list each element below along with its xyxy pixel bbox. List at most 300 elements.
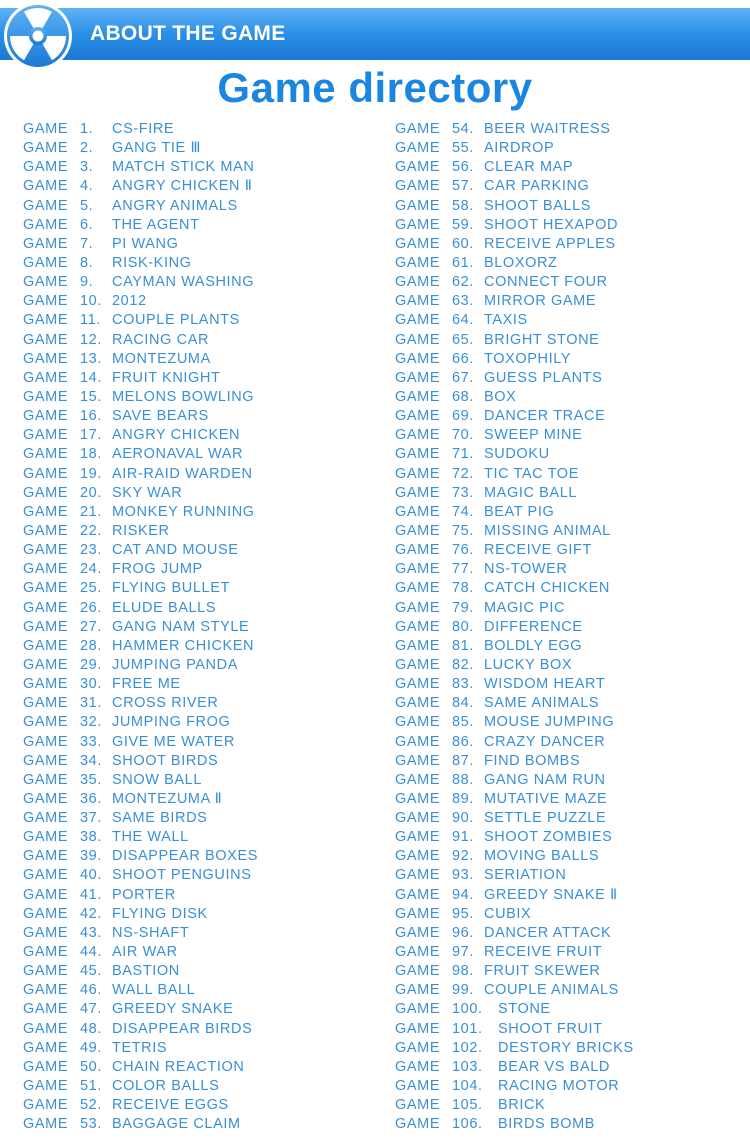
game-word: GAME [23, 484, 69, 501]
list-item [23, 1000, 383, 1019]
game-name: BOX [484, 388, 517, 405]
game-word: GAME [395, 905, 441, 922]
game-number: 39. [80, 848, 102, 865]
list-item [395, 962, 750, 981]
game-name: COUPLE PLANTS [112, 312, 240, 329]
game-name: SWEEP MINE [484, 427, 583, 444]
game-name: SUDOKU [484, 446, 550, 463]
game-word: GAME [395, 274, 441, 291]
game-name: SNOW BALL [112, 771, 203, 788]
game-name: BOLDLY EGG [484, 637, 583, 654]
game-name: RISKER [112, 522, 170, 539]
game-number: 45. [80, 963, 102, 980]
game-word: GAME [23, 178, 69, 195]
game-name: TETRIS [112, 1039, 168, 1056]
game-number: 102. [452, 1039, 483, 1056]
list-item [395, 675, 750, 694]
game-word: GAME [23, 1001, 69, 1018]
game-number: 22. [80, 522, 102, 539]
list-item [395, 1058, 750, 1077]
list-item [23, 809, 383, 828]
game-number: 26. [80, 599, 102, 616]
game-number: 24. [80, 561, 102, 578]
game-number: 79. [452, 599, 474, 616]
game-number: 54. [452, 121, 474, 137]
game-number: 11. [80, 312, 101, 329]
list-item [23, 733, 383, 752]
game-name: BRICK [498, 1097, 546, 1114]
game-name: SHOOT PENGUINS [112, 867, 252, 884]
list-item [23, 790, 383, 809]
game-word: GAME [395, 1058, 441, 1075]
game-number: 4. [80, 178, 94, 195]
list-item [23, 828, 383, 847]
game-name: MONKEY RUNNING [112, 503, 255, 520]
list-item [395, 350, 750, 369]
game-number: 106. [452, 1116, 483, 1133]
game-number: 34. [80, 752, 102, 769]
game-word: GAME [395, 1001, 441, 1018]
list-item [23, 254, 383, 273]
game-number: 3. [80, 159, 94, 176]
game-name: BASTION [112, 963, 180, 980]
game-number: 38. [80, 829, 102, 846]
game-name: NS-TOWER [484, 561, 568, 578]
game-number: 50. [80, 1058, 102, 1075]
list-item [395, 866, 750, 885]
game-name: DISAPPEAR BIRDS [112, 1020, 253, 1037]
game-word: GAME [23, 848, 69, 865]
game-number: 29. [80, 656, 102, 673]
game-name: FLYING BULLET [112, 580, 230, 597]
list-item [23, 407, 383, 426]
list-item [23, 158, 383, 177]
list-item [395, 599, 750, 618]
list-item [23, 771, 383, 790]
game-name: NS-SHAFT [112, 924, 190, 941]
game-word: GAME [395, 771, 441, 788]
game-number: 57. [452, 178, 474, 195]
radiation-icon [0, 0, 78, 72]
game-name: THE WALL [112, 829, 189, 846]
list-item [23, 465, 383, 484]
game-name: RECEIVE FRUIT [484, 944, 603, 961]
game-word: GAME [23, 542, 69, 559]
list-item [395, 1039, 750, 1058]
game-word: GAME [23, 197, 69, 214]
game-number: 68. [452, 388, 474, 405]
list-item [23, 1096, 383, 1115]
game-number: 37. [80, 810, 102, 827]
list-item [395, 484, 750, 503]
list-item [23, 484, 383, 503]
game-word: GAME [395, 618, 441, 635]
game-word: GAME [395, 790, 441, 807]
game-name: BEER WAITRESS [484, 121, 611, 137]
game-number: 75. [452, 522, 474, 539]
game-number: 76. [452, 542, 474, 559]
list-item [23, 752, 383, 771]
list-item [395, 905, 750, 924]
game-number: 72. [452, 465, 474, 482]
game-word: GAME [23, 159, 69, 176]
game-word: GAME [23, 312, 69, 329]
game-name: FIND BOMBS [484, 752, 581, 769]
game-word: GAME [395, 580, 441, 597]
game-name: MATCH STICK MAN [112, 159, 255, 176]
game-word: GAME [23, 408, 69, 425]
game-name: MUTATIVE MAZE [484, 790, 608, 807]
game-word: GAME [23, 293, 69, 310]
game-name: LUCKY BOX [484, 656, 573, 673]
game-number: 1. [80, 121, 94, 137]
game-name: PORTER [112, 886, 176, 903]
game-word: GAME [23, 216, 69, 233]
game-number: 42. [80, 905, 102, 922]
list-item [395, 752, 750, 771]
game-number: 96. [452, 924, 474, 941]
game-name: JUMPING PANDA [112, 656, 238, 673]
game-number: 71. [452, 446, 474, 463]
game-word: GAME [395, 924, 441, 941]
list-item [395, 847, 750, 866]
game-number: 40. [80, 867, 102, 884]
list-item [395, 139, 750, 158]
game-word: GAME [395, 656, 441, 673]
list-item [23, 560, 383, 579]
game-name: MOUSE JUMPING [484, 714, 615, 731]
game-number: 53. [80, 1116, 102, 1133]
list-item [23, 579, 383, 598]
game-name: ANGRY CHICKEN [112, 427, 241, 444]
game-word: GAME [23, 580, 69, 597]
game-word: GAME [23, 350, 69, 367]
game-number: 14. [80, 369, 102, 386]
game-word: GAME [395, 1020, 441, 1037]
list-item [395, 1000, 750, 1019]
game-number: 23. [80, 542, 102, 559]
list-item [395, 254, 750, 273]
game-word: GAME [23, 905, 69, 922]
game-number: 92. [452, 848, 474, 865]
game-name: RECEIVE APPLES [484, 235, 616, 252]
game-number: 59. [452, 216, 474, 233]
game-word: GAME [23, 522, 69, 539]
game-word: GAME [23, 446, 69, 463]
list-item [395, 541, 750, 560]
list-item [395, 618, 750, 637]
list-item [395, 311, 750, 330]
game-word: GAME [395, 599, 441, 616]
game-word: GAME [395, 1039, 441, 1056]
game-number: 49. [80, 1039, 102, 1056]
game-name: 2012 [112, 293, 147, 310]
game-number: 17. [80, 427, 102, 444]
game-word: GAME [23, 618, 69, 635]
game-name: GANG TIE Ⅲ [112, 140, 202, 157]
list-item [23, 139, 383, 158]
game-number: 25. [80, 580, 102, 597]
game-name: BEAT PIG [484, 503, 555, 520]
game-number: 104. [452, 1078, 483, 1095]
page-title: Game directory [217, 64, 533, 111]
game-number: 91. [452, 829, 474, 846]
game-word: GAME [395, 676, 441, 693]
game-number: 31. [80, 695, 102, 712]
game-word: GAME [395, 982, 441, 999]
game-name: ANGRY CHICKEN Ⅱ [112, 178, 253, 195]
list-item [395, 522, 750, 541]
game-name: DANCER ATTACK [484, 924, 612, 941]
game-name: DANCER TRACE [484, 408, 606, 425]
list-item [395, 579, 750, 598]
game-name: CLEAR MAP [484, 159, 574, 176]
game-number: 32. [80, 714, 102, 731]
game-name: MAGIC BALL [484, 484, 578, 501]
list-item [395, 369, 750, 388]
game-number: 89. [452, 790, 474, 807]
game-name: CUBIX [484, 905, 532, 922]
game-number: 27. [80, 618, 102, 635]
game-name: BRIGHT STONE [484, 331, 600, 348]
list-item [395, 943, 750, 962]
game-number: 94. [452, 886, 474, 903]
game-number: 5. [80, 197, 94, 214]
game-number: 85. [452, 714, 474, 731]
game-name: COUPLE ANIMALS [484, 982, 619, 999]
game-number: 58. [452, 197, 474, 214]
game-number: 47. [80, 1001, 102, 1018]
game-word: GAME [395, 331, 441, 348]
list-item [23, 637, 383, 656]
header-title: ABOUT THE GAME [90, 22, 286, 45]
game-word: GAME [395, 408, 441, 425]
game-name: STONE [498, 1001, 551, 1018]
game-name: SAME ANIMALS [484, 695, 600, 712]
game-name: DIFFERENCE [484, 618, 583, 635]
game-number: 62. [452, 274, 474, 291]
game-name: CROSS RIVER [112, 695, 219, 712]
game-name: FREE ME [112, 676, 181, 693]
game-word: GAME [23, 140, 69, 157]
game-name: SHOOT HEXAPOD [484, 216, 619, 233]
list-item [23, 426, 383, 445]
game-name: CHAIN REACTION [112, 1058, 245, 1075]
game-name: GIVE ME WATER [112, 733, 235, 750]
game-name: CRAZY DANCER [484, 733, 606, 750]
game-number: 28. [80, 637, 102, 654]
list-item [23, 675, 383, 694]
game-list-right [395, 120, 750, 1134]
game-name: FLYING DISK [112, 905, 208, 922]
game-word: GAME [395, 178, 441, 195]
list-item [23, 388, 383, 407]
game-name: COLOR BALLS [112, 1078, 220, 1095]
game-number: 19. [80, 465, 102, 482]
game-number: 43. [80, 924, 102, 941]
list-item [23, 1077, 383, 1096]
list-item [23, 292, 383, 311]
game-word: GAME [395, 561, 441, 578]
game-number: 80. [452, 618, 474, 635]
list-item [395, 924, 750, 943]
list-item [23, 273, 383, 292]
game-word: GAME [23, 465, 69, 482]
game-word: GAME [395, 963, 441, 980]
game-word: GAME [395, 140, 441, 157]
list-item [23, 503, 383, 522]
game-number: 13. [80, 350, 102, 367]
list-item [395, 886, 750, 905]
list-item [395, 713, 750, 732]
game-name: DISAPPEAR BOXES [112, 848, 258, 865]
list-item [395, 120, 750, 139]
list-item [395, 407, 750, 426]
list-item [395, 656, 750, 675]
game-word: GAME [395, 829, 441, 846]
game-word: GAME [23, 1078, 69, 1095]
game-word: GAME [23, 752, 69, 769]
list-item [395, 1096, 750, 1115]
game-word: GAME [23, 503, 69, 520]
list-item [23, 981, 383, 1000]
game-word: GAME [395, 369, 441, 386]
game-name: GREEDY SNAKE [112, 1001, 234, 1018]
game-name: MOVING BALLS [484, 848, 600, 865]
game-word: GAME [395, 427, 441, 444]
list-item [395, 809, 750, 828]
list-item [23, 1039, 383, 1058]
list-item [395, 981, 750, 1000]
game-name: FRUIT KNIGHT [112, 369, 221, 386]
game-name: SKY WAR [112, 484, 183, 501]
game-name: CAYMAN WASHING [112, 274, 255, 291]
game-name: RECEIVE EGGS [112, 1097, 229, 1114]
game-number: 15. [80, 388, 102, 405]
game-word: GAME [23, 1116, 69, 1133]
game-word: GAME [395, 944, 441, 961]
game-word: GAME [395, 810, 441, 827]
game-word: GAME [395, 484, 441, 501]
game-name: WISDOM HEART [484, 676, 606, 693]
game-word: GAME [23, 121, 69, 137]
game-number: 41. [80, 886, 102, 903]
game-word: GAME [395, 197, 441, 214]
game-word: GAME [23, 733, 69, 750]
game-name: GANG NAM STYLE [112, 618, 250, 635]
list-item [23, 1115, 383, 1134]
game-word: GAME [23, 982, 69, 999]
game-number: 20. [80, 484, 102, 501]
game-word: GAME [23, 810, 69, 827]
game-number: 95. [452, 905, 474, 922]
game-number: 9. [80, 274, 94, 291]
game-name: AIRDROP [484, 140, 555, 157]
list-item [395, 790, 750, 809]
game-number: 35. [80, 771, 102, 788]
game-name: SHOOT BALLS [484, 197, 592, 214]
game-name: TAXIS [484, 312, 528, 329]
list-item [395, 273, 750, 292]
game-name: ANGRY ANIMALS [112, 197, 238, 214]
game-word: GAME [23, 1097, 69, 1114]
game-word: GAME [23, 254, 69, 271]
game-number: 52. [80, 1097, 102, 1114]
game-name: RACING CAR [112, 331, 210, 348]
list-item [23, 618, 383, 637]
list-item [395, 1077, 750, 1096]
game-word: GAME [23, 695, 69, 712]
game-name: BLOXORZ [484, 254, 558, 271]
game-name: BEAR VS BALD [498, 1058, 610, 1075]
game-name: THE AGENT [112, 216, 200, 233]
game-name: BIRDS BOMB [498, 1116, 596, 1133]
list-item [395, 465, 750, 484]
game-name: FRUIT SKEWER [484, 963, 601, 980]
game-number: 44. [80, 944, 102, 961]
game-word: GAME [395, 312, 441, 329]
game-number: 77. [452, 561, 474, 578]
game-name: SHOOT ZOMBIES [484, 829, 613, 846]
list-item [23, 177, 383, 196]
game-word: GAME [395, 522, 441, 539]
game-number: 73. [452, 484, 474, 501]
game-word: GAME [23, 388, 69, 405]
game-number: 88. [452, 771, 474, 788]
game-number: 74. [452, 503, 474, 520]
game-name: MELONS BOWLING [112, 388, 255, 405]
game-number: 61. [452, 254, 474, 271]
game-number: 83. [452, 676, 474, 693]
game-name: MONTEZUMA [112, 350, 211, 367]
game-word: GAME [395, 1097, 441, 1114]
game-name: CS-FIRE [112, 121, 175, 137]
game-number: 99. [452, 982, 474, 999]
game-name: CAT AND MOUSE [112, 542, 239, 559]
game-number: 46. [80, 982, 102, 999]
list-item [23, 694, 383, 713]
game-name: SHOOT BIRDS [112, 752, 219, 769]
list-item [395, 1115, 750, 1134]
game-word: GAME [23, 924, 69, 941]
game-number: 64. [452, 312, 474, 329]
game-word: GAME [395, 503, 441, 520]
game-word: GAME [395, 848, 441, 865]
game-number: 105. [452, 1097, 483, 1114]
list-item [23, 847, 383, 866]
game-number: 12. [80, 331, 102, 348]
game-list-left [23, 120, 383, 1134]
game-number: 103. [452, 1058, 483, 1075]
game-word: GAME [23, 1039, 69, 1056]
game-word: GAME [395, 733, 441, 750]
game-word: GAME [23, 427, 69, 444]
game-word: GAME [23, 274, 69, 291]
game-number: 16. [80, 408, 102, 425]
game-number: 69. [452, 408, 474, 425]
game-word: GAME [395, 695, 441, 712]
game-number: 100. [452, 1001, 483, 1018]
game-number: 81. [452, 637, 474, 654]
game-word: GAME [395, 235, 441, 252]
list-item [23, 522, 383, 541]
game-word: GAME [395, 465, 441, 482]
game-number: 70. [452, 427, 474, 444]
game-word: GAME [395, 293, 441, 310]
game-number: 60. [452, 235, 474, 252]
game-word: GAME [23, 790, 69, 807]
list-item [23, 541, 383, 560]
